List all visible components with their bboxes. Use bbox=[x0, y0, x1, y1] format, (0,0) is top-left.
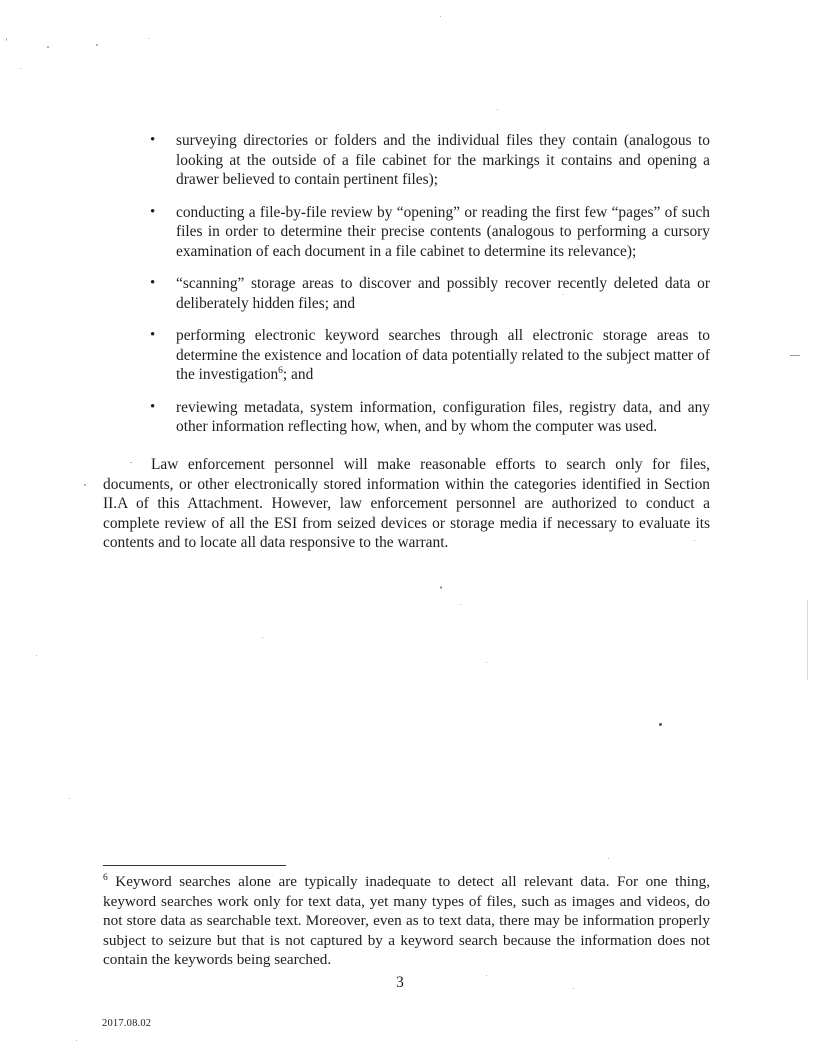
scan-speck bbox=[76, 1040, 77, 1041]
scan-speck bbox=[608, 858, 609, 859]
scan-speck bbox=[36, 655, 37, 656]
scan-speck bbox=[96, 44, 98, 46]
scan-speck bbox=[440, 586, 442, 589]
document-date: 2017.08.02 bbox=[102, 1018, 152, 1029]
scan-speck bbox=[486, 975, 487, 976]
scan-speck bbox=[69, 798, 70, 799]
footnote-text: Keyword searches alone are typically inadequate to detect all relevant data. For one thing, keyword searches work only for text data, yet many types of files, such as images and videos, do not store data as searchable text. Moreover, even as to text data, there may be information properly subject to seizure but that is not captured by a keyword search because the information does not contain the keywords being searched. bbox=[103, 873, 710, 968]
list-item-text: performing electronic keyword searches through all electronic storage areas to determine the existence and location of data potentially related to the subject matter of the investigation bbox=[176, 327, 710, 383]
body-paragraph: Law enforcement personnel will make reasonable efforts to search only for files, documents, or other electronically stored information within the categories identified in Section II.A of this Attachment. However, law enforcement personnel are authorized to conduct a complete review of all the ESI from seized devices or storage media if necessary to evaluate its contents and to locate all data responsive to the warrant. bbox=[103, 456, 710, 551]
list-item-text-tail: ; and bbox=[282, 366, 314, 383]
scan-speck bbox=[148, 38, 149, 39]
scan-speck bbox=[460, 604, 461, 605]
bullet-icon: • bbox=[150, 203, 156, 220]
scan-speck bbox=[790, 355, 800, 356]
list-item bbox=[130, 203, 710, 262]
footnote-number: 6 bbox=[103, 873, 108, 883]
footnote bbox=[103, 872, 710, 970]
scan-speck bbox=[440, 16, 441, 17]
search-methods-list bbox=[130, 131, 710, 450]
scan-speck bbox=[573, 988, 574, 989]
scan-speck bbox=[84, 484, 86, 486]
scan-speck bbox=[497, 109, 498, 110]
scan-speck bbox=[47, 46, 49, 48]
scan-speck bbox=[486, 662, 487, 663]
footnote-separator bbox=[103, 865, 286, 866]
list-item bbox=[130, 398, 710, 437]
bullet-icon: • bbox=[150, 132, 156, 148]
footnote-reference: 6 bbox=[278, 366, 283, 376]
list-item bbox=[130, 274, 710, 313]
bullet-icon: • bbox=[150, 327, 156, 343]
scan-speck bbox=[659, 723, 662, 726]
scan-speck bbox=[20, 68, 21, 69]
scan-speck bbox=[6, 38, 7, 41]
page-number: 3 bbox=[396, 974, 404, 991]
list-item-text: “scanning” storage areas to discover and possibly recover recently deleted data or deliberately hidden files; and bbox=[176, 275, 710, 312]
list-item-text: surveying directories or folders and the individual files they contain (analogous to looking at the outside of a file cabinet for the markings it contains and opening a drawer believed to contain pertinent files); bbox=[176, 132, 710, 188]
list-item bbox=[130, 326, 710, 385]
scan-speck bbox=[262, 637, 263, 638]
scan-speck bbox=[807, 600, 808, 680]
list-item-text: conducting a file-by-file review by “opening” or reading the first few “pages” of such files in order to determine their precise contents (analogous to performing a cursory examination of each document in a file cabinet to determine its relevance); bbox=[176, 203, 710, 260]
list-item-text: reviewing metadata, system information, configuration files, registry data, and any other information reflecting how, when, and by whom the computer was used. bbox=[176, 398, 710, 435]
bullet-icon: • bbox=[150, 275, 156, 291]
list-item bbox=[130, 131, 710, 190]
bullet-icon: • bbox=[150, 398, 156, 415]
